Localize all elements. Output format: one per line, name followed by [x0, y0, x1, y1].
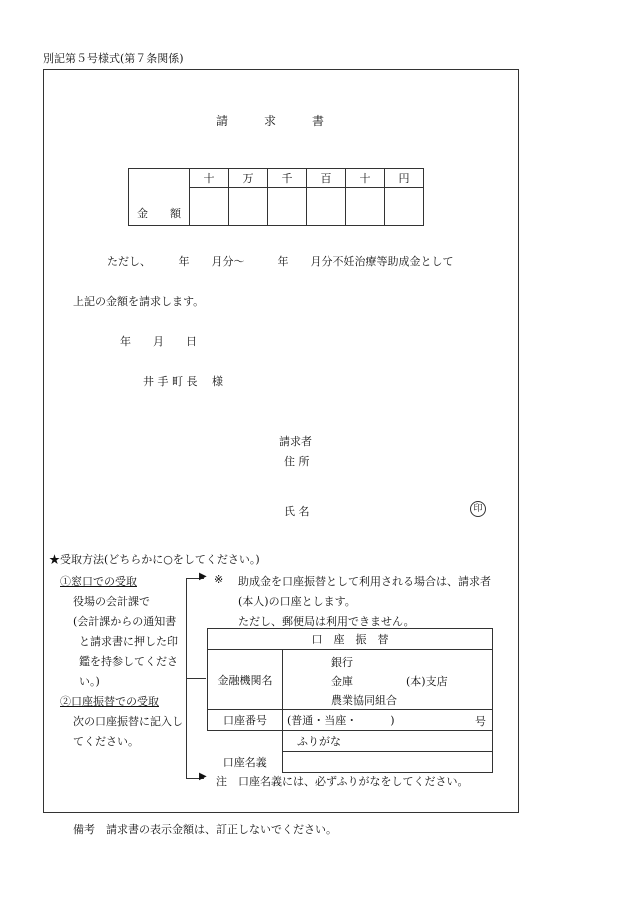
option-transfer-title: ②口座振替での受取 — [60, 695, 159, 708]
amount-digit-cell[interactable] — [229, 188, 268, 226]
date-line: 年 月 日 — [120, 335, 197, 348]
branch-text: (本)支店 — [406, 675, 448, 688]
account-name-value[interactable] — [283, 752, 493, 773]
arrow-icon: ▶ — [199, 571, 207, 582]
account-name-label: 口座名義 — [222, 755, 267, 769]
institution-label: 金融機関名 — [208, 650, 283, 710]
amount-digit-cell[interactable] — [307, 188, 346, 226]
amount-digit-cell[interactable] — [385, 188, 424, 226]
purpose-line: ただし、 年 月分～ 年 月分不妊治療等助成金として — [107, 255, 454, 268]
option-transfer-line: 次の口座振替に記入し — [73, 715, 183, 728]
note-line: ただし、郵便局は利用できません。 — [238, 615, 415, 628]
number-suffix: 号 — [475, 715, 486, 728]
furigana-cell[interactable] — [283, 731, 493, 752]
amount-digit-cell[interactable] — [190, 188, 229, 226]
unit-hyaku: 百 — [307, 169, 346, 188]
note-mark: ※ — [214, 573, 224, 586]
request-line: 上記の金額を請求します。 — [73, 295, 205, 308]
footnote: 注 口座名義には、必ずふりがなをしてください。 — [216, 775, 469, 788]
bank-table-title: 口 座 振 替 — [208, 629, 493, 650]
amount-label-cell — [129, 169, 190, 226]
remarks: 備考 請求書の表示金額は、訂正しないでください。 — [73, 823, 337, 836]
name-label: 氏 名 — [284, 505, 310, 518]
nokyo-text: 農業協同組合 — [331, 694, 397, 707]
option-window-line: い。) — [79, 675, 100, 688]
option-window-line: 鑑を持参してくださ — [79, 655, 178, 668]
option-window-line: 役場の会計課で — [73, 595, 150, 608]
option-window-line: と請求書に押した印 — [79, 635, 178, 648]
bracket-mid — [186, 678, 206, 679]
option-window-line: (会計課からの通知書 — [73, 615, 177, 628]
amount-digit-cell[interactable] — [346, 188, 385, 226]
bank-transfer-table — [207, 628, 493, 773]
arrow-icon: ▶ — [199, 771, 207, 782]
seal-icon: 印 — [470, 501, 486, 517]
account-number-value[interactable] — [283, 710, 493, 731]
account-number-label: 口座番号 — [208, 710, 283, 731]
form-title: 請 求 書 — [216, 114, 325, 128]
unit-jyu: 十 — [346, 169, 385, 188]
institution-value[interactable] — [283, 650, 493, 710]
unit-man: 万 — [229, 169, 268, 188]
option-window-title: ①窓口での受取 — [60, 575, 137, 588]
addressee: 井 手 町 長 様 — [143, 375, 223, 388]
bank-text: 銀行 — [331, 656, 353, 669]
kinko-text: 金庫 — [331, 675, 353, 688]
amount-label: 金 額 — [137, 207, 181, 220]
address-label: 住 所 — [284, 455, 310, 468]
unit-en: 円 — [385, 169, 424, 188]
receipt-method-title: ★受取方法(どちらかに○をしてください。) — [49, 553, 260, 566]
unit-jyuman: 十 — [190, 169, 229, 188]
unit-sen: 千 — [268, 169, 307, 188]
claimant-label: 請求者 — [279, 435, 312, 448]
amount-digit-cell[interactable] — [268, 188, 307, 226]
note-line: 助成金を口座振替として利用される場合は、請求者 — [238, 575, 491, 588]
account-type: (普通・当座・ ) — [287, 714, 395, 727]
furigana-label: ふりがな — [297, 735, 341, 748]
option-transfer-line: てください。 — [73, 735, 139, 748]
form-number-label: 別記第５号様式(第７条関係) — [43, 52, 184, 65]
amount-table — [128, 168, 424, 226]
note-line: (本人)の口座とします。 — [238, 595, 356, 608]
account-name-label-cell — [208, 731, 283, 773]
